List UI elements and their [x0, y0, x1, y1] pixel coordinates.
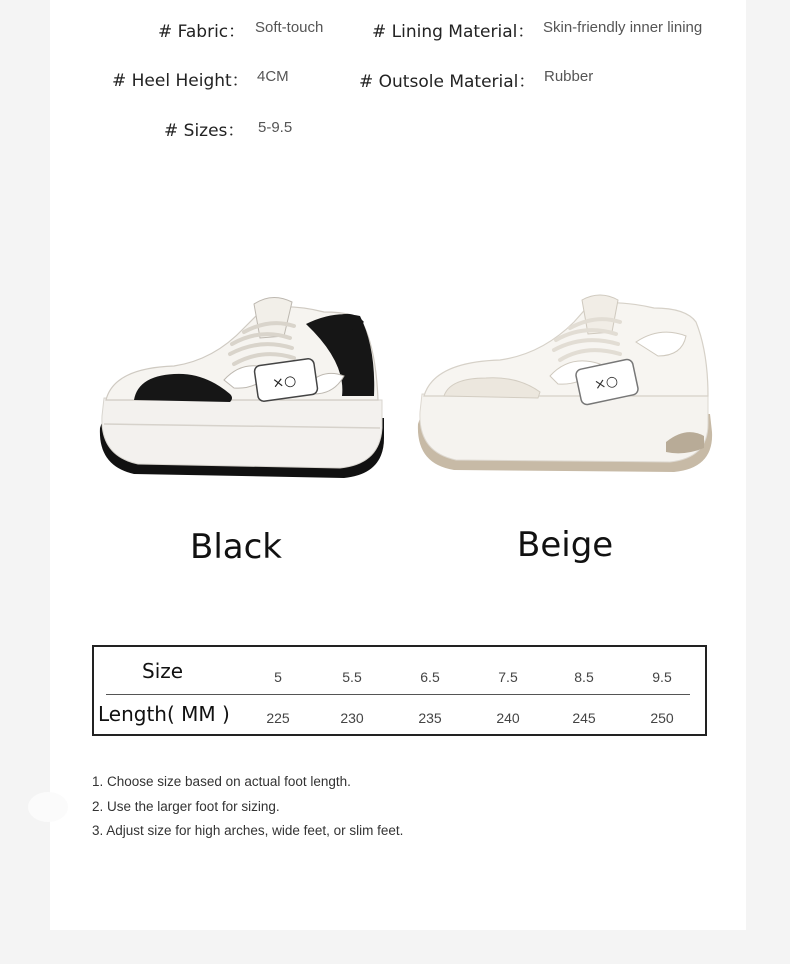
spec-label-lining: # Lining Material： — [372, 22, 535, 42]
black-sneaker-image — [94, 288, 390, 488]
spec-value-outsole: Rubber — [544, 68, 594, 85]
spec-label-sizes: # Sizes： — [164, 121, 245, 141]
size-note-3: 3. Adjust size for high arches, wide feet, or slim feet. — [92, 823, 404, 838]
spec-value-lining: Skin-friendly inner lining — [543, 19, 703, 36]
spec-label-fabric: # Fabric： — [158, 22, 246, 42]
length-cell: 245 — [572, 710, 596, 726]
white-smudge — [28, 792, 68, 822]
size-cell: 6.5 — [420, 669, 440, 685]
size-cell: 8.5 — [574, 669, 594, 685]
size-note-1: 1. Choose size based on actual foot length. — [92, 774, 351, 789]
spec-value-fabric: Soft-touch — [255, 19, 324, 36]
size-row-label: Size — [142, 659, 184, 683]
length-cell: 250 — [650, 710, 674, 726]
size-cell: 5.5 — [342, 669, 362, 685]
spec-label-outsole: # Outsole Material： — [359, 72, 536, 92]
size-chart-table — [92, 645, 707, 736]
size-cell: 9.5 — [652, 669, 672, 685]
spec-value-heel-height: 4CM — [257, 68, 289, 85]
spec-label-heel-height: # Heel Height： — [112, 71, 249, 91]
svg-text:×○: ×○ — [271, 372, 298, 392]
spec-value-sizes: 5-9.5 — [258, 119, 293, 136]
color-label-beige: Beige — [517, 525, 614, 565]
size-note-2: 2. Use the larger foot for sizing. — [92, 799, 280, 814]
svg-text:×○: ×○ — [592, 372, 620, 394]
color-label-black: Black — [190, 527, 282, 567]
length-row-label: Length( MM ) — [98, 702, 230, 726]
length-cell: 225 — [266, 710, 290, 726]
size-cell: 5 — [274, 669, 282, 685]
length-cell: 240 — [496, 710, 520, 726]
table-divider — [106, 694, 690, 695]
beige-sneaker-image — [414, 292, 716, 482]
length-cell: 235 — [418, 710, 442, 726]
length-cell: 230 — [340, 710, 364, 726]
size-cell: 7.5 — [498, 669, 518, 685]
